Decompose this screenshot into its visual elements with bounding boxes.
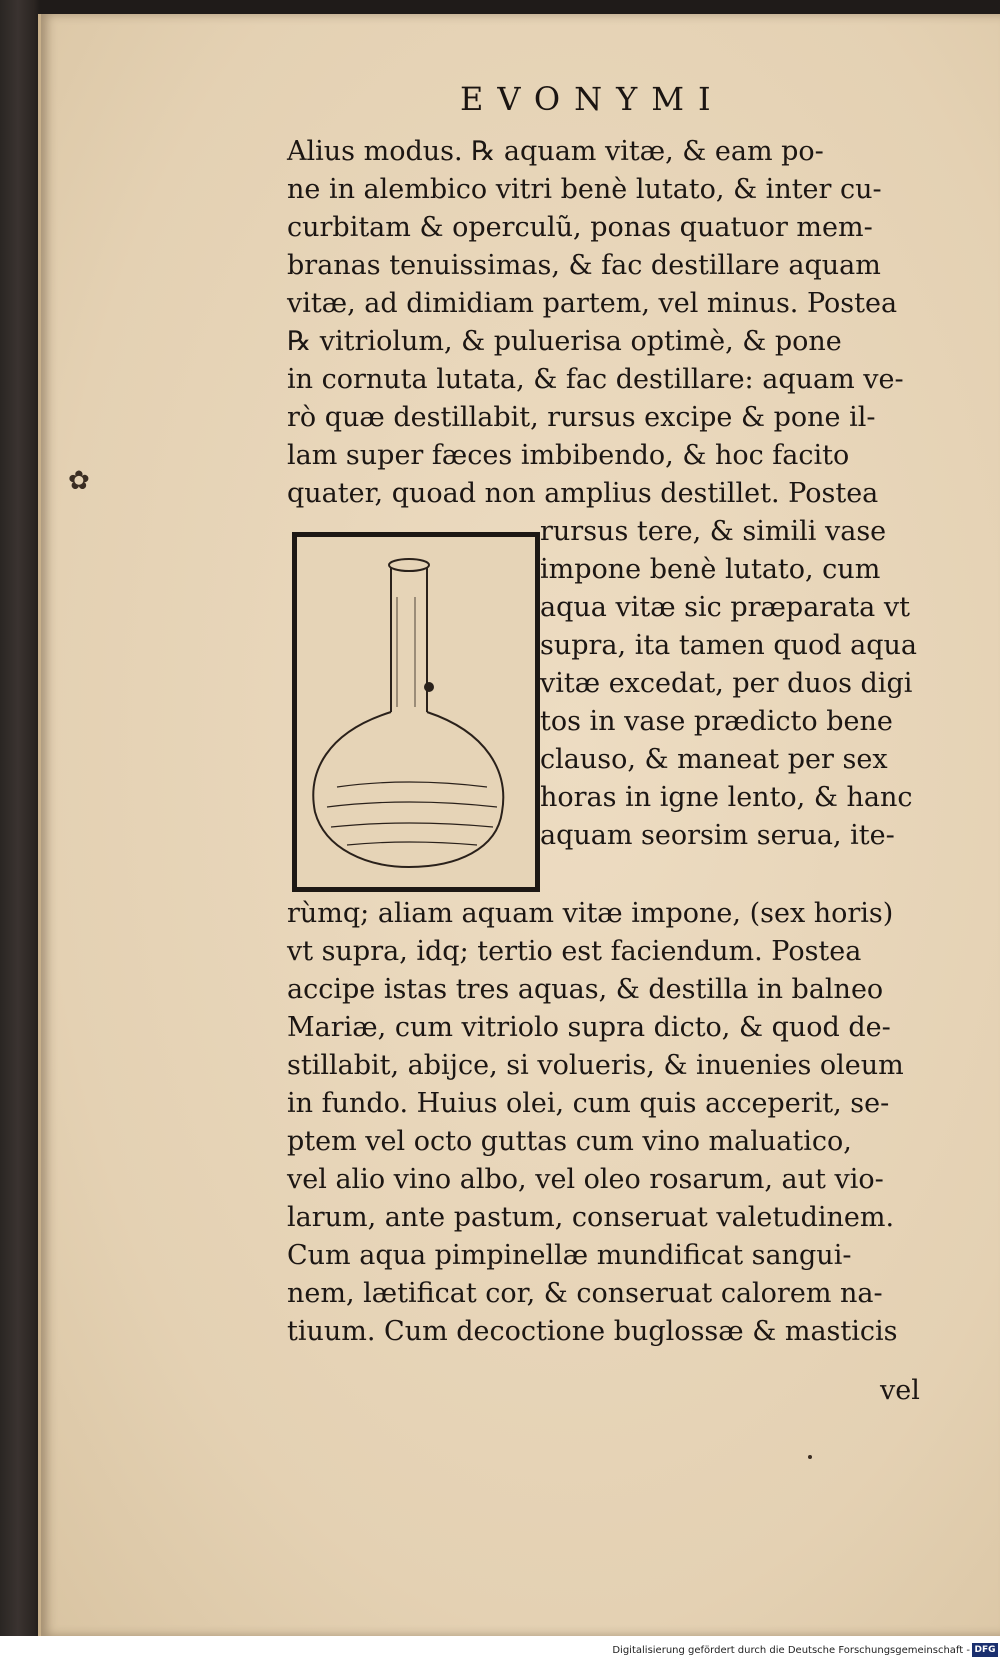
text-line: vitæ excedat, per duos digi	[540, 668, 913, 699]
dfg-logo: DFG	[972, 1643, 998, 1657]
text-line: vel alio vino albo, vel oleo rosarum, aut vio-	[287, 1164, 884, 1195]
text-line: clauso, & maneat per sex	[540, 744, 888, 775]
ink-spot	[808, 1455, 812, 1459]
text-line: curbitam & operculũ, ponas quatuor mem-	[287, 212, 873, 243]
running-head: EVONYMI	[460, 80, 725, 118]
catchword: vel	[880, 1375, 920, 1406]
text-line: nem, lætificat cor, & conseruat calorem na-	[287, 1278, 883, 1309]
text-line: aqua vitæ sic præparata vt	[540, 592, 910, 623]
text-line: branas tenuissimas, & fac destillare aquam	[287, 250, 881, 281]
text-line: Mariæ, cum vitriolo supra dicto, & quod de-	[287, 1012, 891, 1043]
text-line: supra, ita tamen quod aqua	[540, 630, 918, 661]
text-line: rò quæ destillabit, rursus excipe & pone il-	[287, 402, 876, 433]
flask-icon	[297, 537, 535, 887]
text-line: aquam seorsim serua, ite-	[540, 820, 895, 851]
text-line: vitæ, ad dimidiam partem, vel minus. Postea	[287, 288, 898, 319]
text-line: ℞ vitriolum, & puluerisa optimè, & pone	[287, 326, 842, 357]
text-line: quater, quoad non amplius destillet. Postea	[287, 478, 879, 509]
text-line: accipe istas tres aquas, & destilla in balneo	[287, 974, 884, 1005]
text-line: larum, ante pastum, conseruat valetudinem.	[287, 1202, 895, 1233]
text-line: lam super fæces imbibendo, & hoc facito	[287, 440, 850, 471]
funding-notice: Digitalisierung gefördert durch die Deutsche Forschungsgemeinschaft -	[612, 1645, 970, 1656]
margin-flower-icon: ✿	[68, 466, 90, 496]
text-line: horas in igne lento, & hanc	[540, 782, 913, 813]
flask-woodcut	[292, 532, 540, 892]
text-line: in cornuta lutata, & fac destillare: aquam ve-	[287, 364, 904, 395]
text-line: tiuum. Cum decoctione buglossæ & masticis	[287, 1316, 898, 1347]
text-line: rursus tere, & simili vase	[540, 516, 887, 547]
text-line: impone benè lutato, cum	[540, 554, 881, 585]
text-line: rùmq; aliam aquam vitæ impone, (sex horis)	[287, 898, 894, 929]
text-line: Alius modus. ℞ aquam vitæ, & eam po-	[287, 136, 824, 167]
text-line: stillabit, abijce, si volueris, & inuenies oleum	[287, 1050, 904, 1081]
text-line: ptem vel octo guttas cum vino maluatico,	[287, 1126, 852, 1157]
text-line: in fundo. Huius olei, cum quis acceperit, se-	[287, 1088, 890, 1119]
text-line: Cum aqua pimpinellæ mundificat sangui-	[287, 1240, 852, 1271]
text-line: vt supra, idq; tertio est faciendum. Postea	[287, 936, 862, 967]
text-line: ne in alembico vitri benè lutato, & inter cu-	[287, 174, 882, 205]
text-line: tos in vase prædicto bene	[540, 706, 893, 737]
